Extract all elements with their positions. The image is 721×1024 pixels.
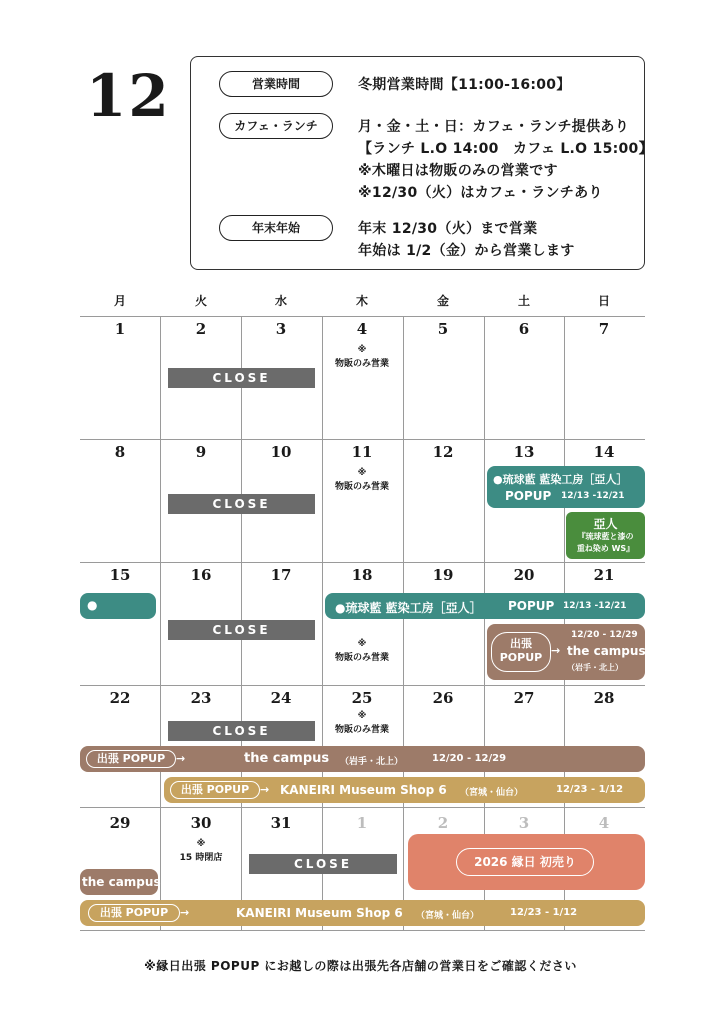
business-info-box xyxy=(190,56,653,270)
weekday-thu: 木 xyxy=(355,294,368,308)
day-number: 6 xyxy=(518,320,530,338)
event-campus-popup xyxy=(487,624,645,680)
arrow-icon: → xyxy=(180,906,190,919)
event-subtitle: 重ね染め WS』 xyxy=(576,544,635,553)
day-number: 28 xyxy=(593,689,615,707)
cafe-line: 【ランチ L.O 14:00 カフェ L.O 15:00】 xyxy=(358,141,653,157)
event-kaneiri-bar xyxy=(164,777,645,803)
event-place: （宮城・仙台） xyxy=(460,788,524,798)
close-bar: CLOSE xyxy=(168,721,315,741)
close-bar: CLOSE xyxy=(168,620,315,640)
day-number: 13 xyxy=(513,443,535,461)
event-dates: 12/13 -12/21 xyxy=(561,491,625,501)
close-bar: CLOSE xyxy=(168,494,315,514)
weekday-tue: 火 xyxy=(194,294,207,308)
event-place: （宮城・仙台） xyxy=(416,911,480,921)
ennichi-label: 2026 縁日 初売り xyxy=(456,848,594,876)
event-popup: POPUP xyxy=(505,489,552,503)
event-ryukyu-ai xyxy=(487,466,645,508)
event-place: （岩手・北上） xyxy=(567,663,623,672)
popup-badge: 出張 POPUP xyxy=(86,750,176,768)
day-number: 1 xyxy=(114,320,126,338)
grid-line xyxy=(80,439,645,440)
grid-line xyxy=(322,316,323,930)
arrow-icon: → xyxy=(260,783,270,796)
event-popup: POPUP xyxy=(508,599,555,613)
day-number: 12 xyxy=(432,443,454,461)
event-kaneiri-bar-cont xyxy=(80,900,645,926)
month-number: 12 xyxy=(86,62,171,130)
event-dates: 12/23 - 1/12 xyxy=(556,784,624,795)
weekday-sun: 日 xyxy=(597,294,610,308)
cafe-line: 月・金・土・日：カフェ・ランチ提供あり xyxy=(358,119,629,135)
event-title: ●琉球藍 藍染工房［亞人］ xyxy=(335,601,482,615)
arrow-icon: → xyxy=(176,752,186,765)
note-goods-only: 物販のみ営業 xyxy=(334,653,389,663)
day-number-next-month: 3 xyxy=(518,814,530,832)
day-number: 20 xyxy=(513,566,535,584)
event-title: ●琉球藍 藍染工房［亞人］ xyxy=(493,473,628,486)
event-dot: ● xyxy=(87,598,98,612)
cafe-line: ※木曜日は物販のみの営業です xyxy=(358,163,558,179)
day-number: 27 xyxy=(513,689,535,707)
day-number: 5 xyxy=(437,320,449,338)
event-ennichi xyxy=(408,834,645,890)
note-mark: ※ xyxy=(357,639,367,649)
day-number: 21 xyxy=(593,566,615,584)
note-goods-only: 物販のみ営業 xyxy=(334,725,389,735)
close-bar: CLOSE xyxy=(168,368,315,388)
event-dates: 12/23 - 1/12 xyxy=(510,907,578,918)
event-campus-bar xyxy=(80,746,645,772)
event-venue: KANEIRI Museum Shop 6 xyxy=(236,906,403,920)
event-title: 亞人 xyxy=(593,517,618,531)
day-number: 18 xyxy=(351,566,373,584)
grid-line xyxy=(403,316,404,930)
event-venue: the campus xyxy=(82,875,161,889)
popup-badge: 出張 POPUP xyxy=(88,904,180,922)
note-goods-only: 物販のみ営業 xyxy=(334,359,389,369)
footer-note: ※縁日出張 POPUP にお越しの際は出張先各店舗の営業日をご確認ください xyxy=(144,959,577,973)
day-number: 16 xyxy=(190,566,212,584)
event-subtitle: 『琉球藍と漆の xyxy=(577,532,634,541)
day-number-next-month: 2 xyxy=(437,814,449,832)
weekday-fri: 金 xyxy=(436,294,449,308)
day-number: 29 xyxy=(109,814,131,832)
popup-badge xyxy=(491,632,551,672)
weekday-wed: 水 xyxy=(274,294,287,308)
day-number-next-month: 4 xyxy=(598,814,610,832)
day-number: 3 xyxy=(275,320,287,338)
day-number: 11 xyxy=(351,443,373,461)
close-bar: CLOSE xyxy=(249,854,397,874)
event-dates: 12/13 -12/21 xyxy=(563,601,627,611)
day-number: 8 xyxy=(114,443,126,461)
event-venue: the campus xyxy=(244,751,330,766)
day-number: 2 xyxy=(195,320,207,338)
popup-badge-line2: POPUP xyxy=(499,651,543,664)
day-number: 7 xyxy=(598,320,610,338)
event-ryukyu-ai-bar xyxy=(325,593,645,619)
day-number: 17 xyxy=(270,566,292,584)
note-close-15: 15 時閉店 xyxy=(179,853,223,863)
event-campus-cont xyxy=(80,869,161,895)
day-number: 9 xyxy=(195,443,207,461)
day-number: 23 xyxy=(190,689,212,707)
day-number: 31 xyxy=(270,814,292,832)
day-number: 19 xyxy=(432,566,454,584)
day-number: 4 xyxy=(356,320,368,338)
newyear-line: 年末 12/30（火）まで営業 xyxy=(358,221,538,237)
day-number: 25 xyxy=(351,689,373,707)
newyear-line: 年始は 1/2（金）から営業します xyxy=(358,243,575,259)
day-number: 15 xyxy=(109,566,131,584)
weekday-mon: 月 xyxy=(113,294,126,308)
day-number: 26 xyxy=(432,689,454,707)
note-mark: ※ xyxy=(357,345,367,355)
grid-line xyxy=(80,930,645,931)
hours-text: 冬期営業時間【11:00-16:00】 xyxy=(358,77,571,93)
cafe-label: カフェ・ランチ xyxy=(219,113,333,139)
grid-line xyxy=(80,807,645,808)
weekday-sat: 土 xyxy=(517,294,530,308)
event-place: （岩手・北上） xyxy=(340,757,404,767)
arrow-icon: → xyxy=(551,644,561,657)
popup-badge: 出張 POPUP xyxy=(170,781,260,799)
note-goods-only: 物販のみ営業 xyxy=(334,482,389,492)
hours-label: 営業時間 xyxy=(219,71,333,97)
popup-badge-line1: 出張 xyxy=(510,637,532,650)
event-dates: 12/20 - 12/29 xyxy=(571,630,638,640)
day-number-next-month: 1 xyxy=(356,814,368,832)
grid-line xyxy=(80,316,645,317)
note-mark: ※ xyxy=(357,468,367,478)
grid-line xyxy=(80,685,645,686)
grid-line xyxy=(80,562,645,563)
event-ajin-ws xyxy=(566,512,645,559)
note-mark: ※ xyxy=(357,711,367,721)
day-number: 22 xyxy=(109,689,131,707)
day-number: 14 xyxy=(593,443,615,461)
day-number: 30 xyxy=(190,814,212,832)
day-number: 10 xyxy=(270,443,292,461)
event-dates: 12/20 - 12/29 xyxy=(432,753,507,764)
note-mark: ※ xyxy=(196,839,206,849)
event-venue: KANEIRI Museum Shop 6 xyxy=(280,783,447,797)
event-ryukyu-ai-cont xyxy=(80,593,156,619)
day-number: 24 xyxy=(270,689,292,707)
event-venue: the campus xyxy=(567,644,646,658)
cafe-line: ※12/30（火）はカフェ・ランチあり xyxy=(358,185,603,201)
newyear-label: 年末年始 xyxy=(219,215,333,241)
